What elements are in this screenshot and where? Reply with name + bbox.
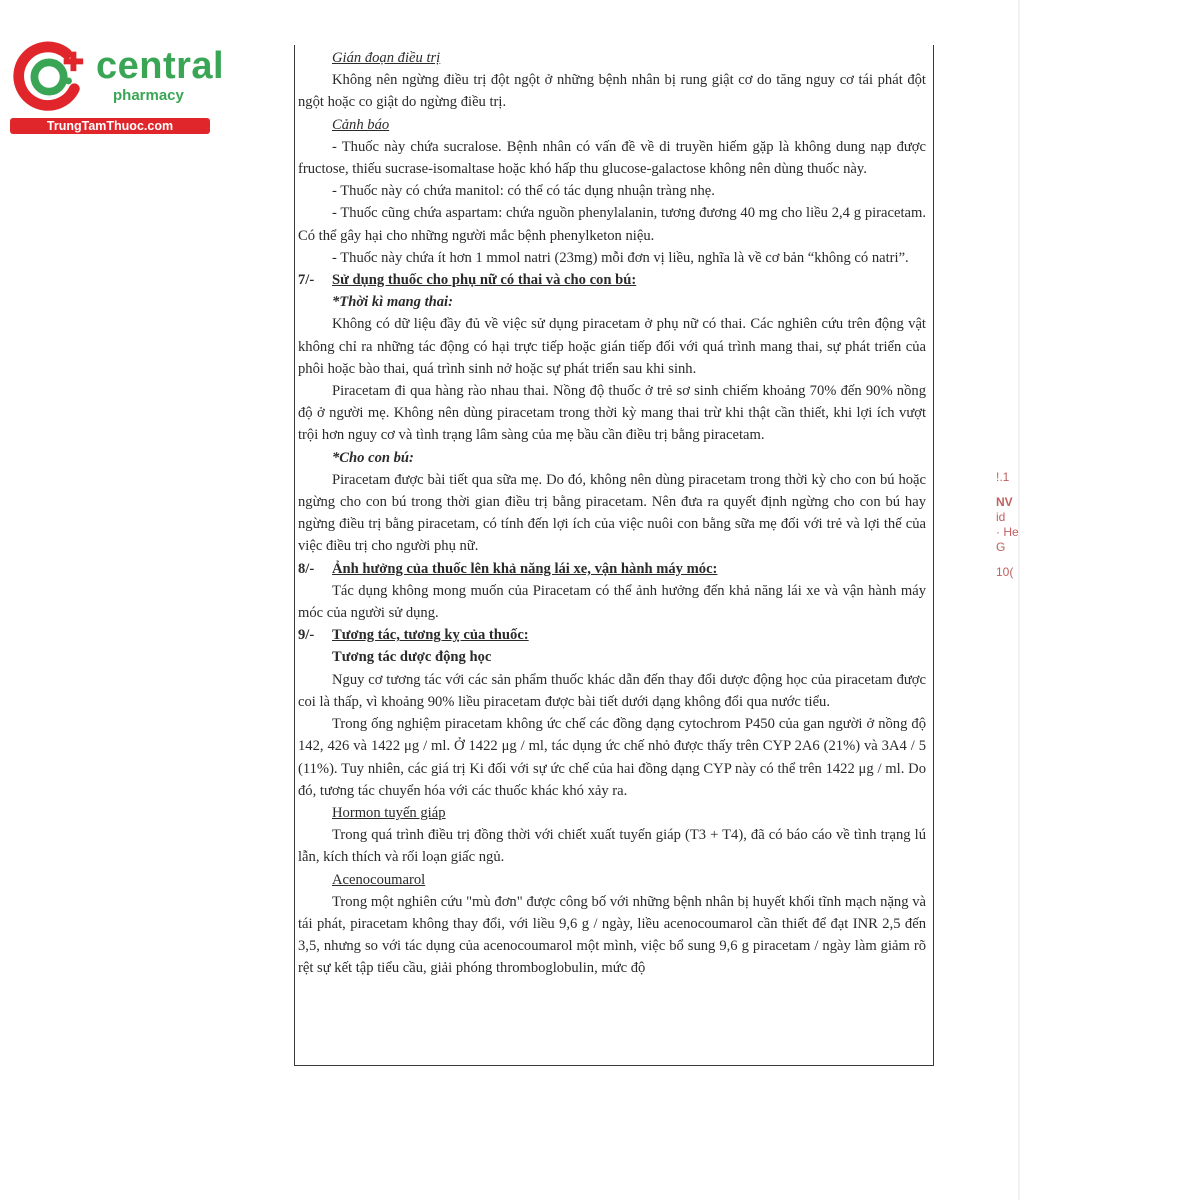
logo-website: TrungTamThuoc.com bbox=[10, 118, 210, 134]
heading-canh-bao: Cảnh báo bbox=[332, 116, 390, 133]
document-page bbox=[294, 45, 934, 1066]
section-9-heading bbox=[298, 624, 926, 646]
pharmacy-cross-logo-icon bbox=[12, 38, 90, 116]
paragraph: Tác dụng không mong muốn của Piracetam có thể ảnh hưởng đến khả năng lái xe và vận hành máy móc của người sử dụng. bbox=[298, 582, 926, 622]
paragraph: Piracetam đi qua hàng rào nhau thai. Nồng độ thuốc ở trẻ sơ sinh chiếm khoảng 70% đến 90% nồng độ ở người mẹ. Không nên dùng piracetam trong thời kỳ mang thai trừ khi thật cần thiết, khi lợi ích vượt trội hơn nguy cơ và tình trạng lâm sàng của mẹ bầu cần điều trị bằng piracetam. bbox=[298, 383, 926, 444]
stamp-text: id bbox=[996, 510, 1006, 524]
paragraph: Piracetam được bài tiết qua sữa mẹ. Do đó, không nên dùng piracetam trong thời kỳ cho con bú hoặc ngừng cho con bú trong thời gian điều trị bằng piracetam. Nên đưa ra quyết định ngừng cho con bú hay ngừng điều trị bằng piracetam, có tính đến lợi ích của việc nuôi con bằng sữa mẹ đối với trẻ và lợi thế của việc điều trị cho người phụ nữ. bbox=[298, 471, 926, 555]
heading-acenocoumarol: Acenocoumarol bbox=[332, 871, 426, 888]
subheading-breastfeeding: *Cho con bú: bbox=[332, 449, 414, 466]
document-content bbox=[298, 47, 926, 980]
heading-hormon: Hormon tuyến giáp bbox=[332, 804, 446, 821]
section-number: 8/- bbox=[298, 560, 315, 577]
paragraph: Trong quá trình điều trị đồng thời với chiết xuất tuyến giáp (T3 + T4), đã có báo cáo về tình trạng lú lẫn, kích thích và rối loạn giấc ngủ. bbox=[298, 827, 926, 866]
warning-item: - Thuốc này chứa ít hơn 1 mmol natri (23mg) mỗi đơn vị liều, nghĩa là về cơ bản “không có natri”. bbox=[332, 249, 909, 266]
warning-item: - Thuốc này có chứa manitol: có thể có tác dụng nhuận tràng nhẹ. bbox=[332, 183, 715, 200]
paragraph: Nguy cơ tương tác với các sản phẩm thuốc khác dẫn đến thay đổi dược động học của piracetam được coi là thấp, vì khoảng 90% liều piracetam được bài tiết dưới dạng không đổi qua nước tiểu. bbox=[298, 671, 926, 710]
stamp-text: · He bbox=[996, 525, 1019, 539]
subheading-pharmacokinetic: Tương tác dược động học bbox=[332, 649, 492, 666]
section-number: 7/- bbox=[298, 272, 315, 289]
logo-brand-name: central bbox=[96, 45, 225, 87]
paragraph: Trong ống nghiệm piracetam không ức chế các đồng dạng cytochrom P450 của gan người ở nồng độ 142, 426 và 1422 μg / ml. Ở 1422 μg / ml, tác dụng ức chế nhỏ được thấy trên CYP 2A6 (21%) và 3A4 / 5 (11%). Tuy nhiên, các giá trị Ki đối với sự ức chế của hai đồng dạng CYP này có thể trên 1422 μg / ml. Do đó, tương tác chuyển hóa với các thuốc khác khó xảy ra. bbox=[298, 716, 926, 799]
section-7-heading bbox=[298, 269, 926, 291]
stamp-text: G bbox=[996, 540, 1006, 554]
stamp-text: NV bbox=[996, 495, 1013, 509]
heading-gian-doan: Gián đoạn điều trị bbox=[332, 50, 441, 66]
warning-item: - Thuốc này chứa sucralose. Bệnh nhân có vấn đề về di truyền hiếm gặp là không dung nạp được fructose, thiếu sucrase-isomaltase hoặc khó hấp thu glucose-galactose không nên dùng thuốc này. bbox=[298, 138, 926, 178]
subheading-pregnancy: *Thời kì mang thai: bbox=[332, 294, 453, 311]
section-8-heading bbox=[298, 558, 926, 580]
section-title: Ảnh hưởng của thuốc lên khả năng lái xe, vận hành máy móc: bbox=[332, 560, 718, 577]
section-title: Sử dụng thuốc cho phụ nữ có thai và cho con bú: bbox=[332, 272, 637, 289]
paragraph: Không nên ngừng điều trị đột ngột ở những bệnh nhân bị rung giật cơ do tăng nguy cơ tái phát đột ngột hoặc co giật do ngừng điều trị. bbox=[298, 72, 926, 111]
central-pharmacy-logo bbox=[10, 36, 225, 136]
section-title: Tương tác, tương kỵ của thuốc: bbox=[332, 627, 529, 644]
stamp-text: 10( bbox=[996, 565, 1014, 579]
paragraph: Không có dữ liệu đầy đủ về việc sử dụng piracetam ở phụ nữ có thai. Các nghiên cứu trên động vật không chỉ ra những tác động có hại trực tiếp hoặc gián tiếp đối với quá trình mang thai, sự phát triển của phôi hoặc bào thai, quá trình sinh nở hoặc sự phát triển sau khi sinh. bbox=[298, 316, 926, 377]
paragraph: Trong một nghiên cứu "mù đơn" được công bố với những bệnh nhân bị huyết khối tĩnh mạch nặng và tái phát, piracetam không thay đổi, với liều 9,6 g / ngày, liều acenocoumarol cần thiết để đạt INR 2,5 đến 3,5, nhưng so với tác dụng của acenocoumarol một mình, việc bổ sung 9,6 g piracetam / ngày làm giảm rõ rệt sự kết tập tiểu cầu, giải phóng thromboglobulin, mức độ bbox=[298, 893, 926, 977]
warning-item: - Thuốc cũng chứa aspartam: chứa nguồn phenylalanin, tương đương 40 mg cho liều 2,4 g piracetam. Có thể gây hại cho những người mắc bệnh phenylketon niệu. bbox=[298, 205, 926, 244]
stamp-text: !.1 bbox=[996, 470, 1010, 484]
logo-brand-sub: pharmacy bbox=[113, 87, 184, 104]
red-stamp-fragment bbox=[996, 470, 1026, 620]
section-number: 9/- bbox=[298, 627, 315, 644]
